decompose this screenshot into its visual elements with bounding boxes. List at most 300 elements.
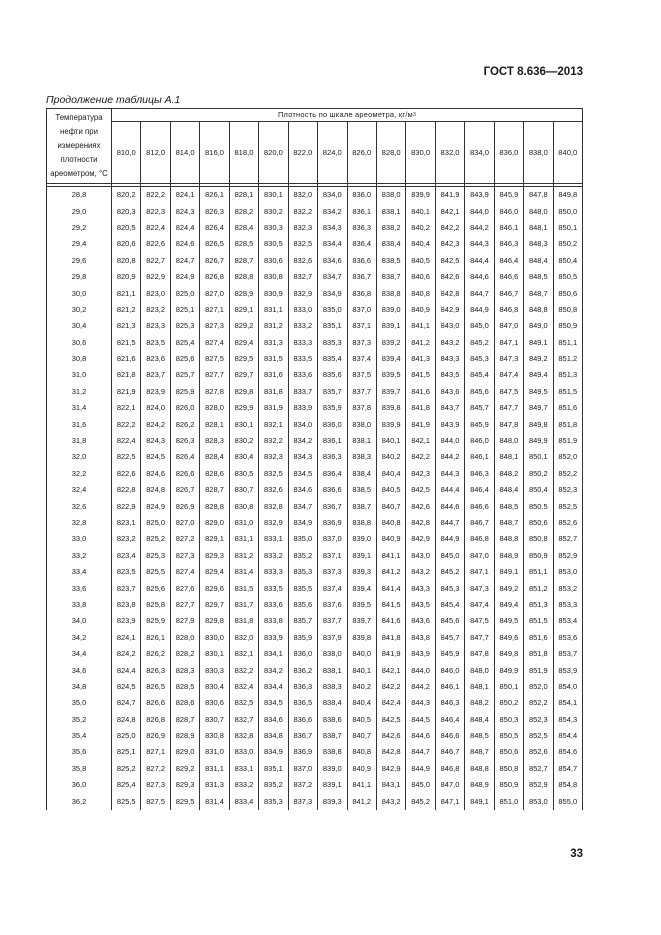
density-cell: 833,2 [288,318,317,334]
density-cell: 851,1 [553,335,582,351]
density-cell: 831,0 [229,515,258,531]
density-cell: 832,0 [288,187,317,204]
density-cell: 847,5 [465,613,494,629]
density-cell: 822,6 [112,466,141,482]
density-cell: 822,2 [141,187,170,204]
density-cell: 839,0 [347,531,376,547]
density-cell: 847,5 [494,384,523,400]
density-cell: 831,1 [229,531,258,547]
density-cell: 846,6 [465,498,494,514]
density-cell: 853,7 [553,646,582,662]
density-cell: 848,5 [524,269,553,285]
density-cell: 851,9 [524,662,553,678]
density-cell: 839,0 [376,302,405,318]
density-cell: 836,0 [288,646,317,662]
density-cell: 850,0 [553,203,582,219]
density-cell: 829,0 [200,515,229,531]
density-cell: 833,2 [259,548,288,564]
density-cell: 852,7 [553,531,582,547]
density-cell: 848,0 [465,662,494,678]
density-cell: 826,9 [141,728,170,744]
temperature-cell: 34,8 [47,679,112,695]
density-cell: 829,6 [200,580,229,596]
density-cell: 830,8 [200,728,229,744]
density-cell: 826,9 [170,498,199,514]
density-cell: 836,3 [347,220,376,236]
density-cell: 836,8 [347,285,376,301]
density-cell: 825,1 [170,302,199,318]
density-cell: 847,8 [465,646,494,662]
density-cell: 828,5 [170,679,199,695]
density-cell: 829,4 [200,564,229,580]
density-cell: 850,9 [553,318,582,334]
density-cell: 821,3 [112,318,141,334]
column-header-row [47,122,583,184]
density-cell: 846,7 [465,515,494,531]
density-cell: 841,4 [376,580,405,596]
density-cell: 830,6 [200,695,229,711]
density-cell: 851,6 [553,400,582,416]
density-cell: 846,7 [494,285,523,301]
density-cell: 833,6 [288,367,317,383]
density-cell: 832,4 [229,679,258,695]
temperature-cell: 33,2 [47,548,112,564]
density-cell: 854,3 [553,712,582,728]
density-cell: 846,3 [465,466,494,482]
density-cell: 853,3 [553,597,582,613]
density-cell: 829,0 [170,744,199,760]
density-cell: 842,8 [435,285,464,301]
density-group-header-text: Плотность по шкале ареометра, кг/м [278,110,413,119]
density-cell: 850,2 [524,466,553,482]
density-cell: 837,3 [288,793,317,809]
density-cell: 842,1 [406,433,435,449]
density-cell: 840,4 [347,695,376,711]
density-cell: 824,9 [141,498,170,514]
density-cell: 830,8 [229,498,258,514]
table-row [47,400,583,416]
density-cell: 849,8 [553,187,582,204]
density-cell: 849,2 [494,580,523,596]
density-cell: 845,2 [465,335,494,351]
density-cell: 828,8 [200,498,229,514]
density-cell: 830,9 [259,285,288,301]
density-cell: 823,2 [112,531,141,547]
density-cell: 845,7 [465,400,494,416]
density-cell: 834,3 [288,449,317,465]
temperature-cell: 35,4 [47,728,112,744]
density-cell: 841,5 [406,367,435,383]
density-cell: 830,2 [259,203,288,219]
density-cell: 845,2 [435,564,464,580]
density-cell: 835,7 [318,384,347,400]
density-cell: 845,0 [435,548,464,564]
temperature-cell: 31,2 [47,384,112,400]
density-cell: 835,4 [318,351,347,367]
density-cell: 841,5 [376,597,405,613]
density-cell: 840,1 [406,203,435,219]
density-cell: 835,9 [288,630,317,646]
density-cell: 821,8 [112,367,141,383]
temperature-cell: 30,2 [47,302,112,318]
density-cell: 829,2 [229,318,258,334]
density-cell: 831,1 [200,761,229,777]
density-cell: 826,1 [200,187,229,204]
density-cell: 854,4 [553,728,582,744]
density-cell: 833,8 [259,613,288,629]
table-row [47,187,583,204]
density-cell: 823,5 [141,335,170,351]
density-cell: 843,1 [376,777,405,793]
table-row [47,335,583,351]
density-cell: 843,3 [406,580,435,596]
density-cell: 850,5 [524,498,553,514]
density-cell: 840,4 [376,466,405,482]
density-cell: 827,2 [141,761,170,777]
density-column-header: 818,0 [229,122,258,184]
density-cell: 838,2 [376,220,405,236]
density-cell: 854,1 [553,695,582,711]
density-cell: 853,0 [553,564,582,580]
density-cell: 850,5 [494,728,523,744]
density-cell: 844,0 [435,433,464,449]
density-cell: 831,4 [200,793,229,809]
density-cell: 834,4 [259,679,288,695]
density-cell: 834,9 [318,285,347,301]
density-cell: 842,9 [435,302,464,318]
density-cell: 828,8 [229,269,258,285]
density-cell: 838,3 [347,449,376,465]
density-cell: 832,1 [259,416,288,432]
density-cell: 828,9 [229,285,258,301]
density-cell: 831,0 [200,744,229,760]
table-row [47,236,583,252]
density-cell: 852,2 [524,695,553,711]
table-row [47,793,583,809]
density-cell: 832,0 [229,630,258,646]
density-cell: 827,7 [200,367,229,383]
density-cell: 830,1 [200,646,229,662]
table-row [47,302,583,318]
density-cell: 829,8 [229,384,258,400]
density-cell: 832,6 [259,482,288,498]
density-cell: 828,3 [170,662,199,678]
density-cell: 834,9 [288,515,317,531]
table-row [47,564,583,580]
density-cell: 840,5 [376,482,405,498]
density-cell: 839,2 [376,335,405,351]
density-cell: 820,2 [112,187,141,204]
temperature-header: Температура нефти при измерениях плотности ареометром, °С [47,109,112,184]
table-row [47,695,583,711]
temperature-cell: 30,4 [47,318,112,334]
temperature-cell: 32,6 [47,498,112,514]
density-cell: 831,2 [259,318,288,334]
density-cell: 840,4 [406,236,435,252]
density-cell: 848,8 [524,302,553,318]
density-cell: 825,0 [141,515,170,531]
density-cell: 844,2 [435,449,464,465]
density-cell: 849,9 [524,433,553,449]
density-cell: 840,9 [347,761,376,777]
density-cell: 849,5 [494,613,523,629]
density-cell: 852,2 [553,466,582,482]
density-cell: 839,5 [376,367,405,383]
density-cell: 831,3 [259,335,288,351]
table-row [47,498,583,514]
temperature-cell: 36,0 [47,777,112,793]
density-cell: 829,7 [200,597,229,613]
density-cell: 823,7 [112,580,141,596]
density-cell: 824,2 [112,646,141,662]
temperature-cell: 35,2 [47,712,112,728]
density-cell: 836,4 [318,466,347,482]
density-column-header: 820,0 [259,122,288,184]
density-cell: 846,6 [435,728,464,744]
density-cell: 824,5 [112,679,141,695]
density-cell: 825,2 [141,531,170,547]
density-cell: 852,3 [524,712,553,728]
density-cell: 840,1 [347,662,376,678]
density-cell: 848,9 [465,777,494,793]
density-cell: 844,7 [435,515,464,531]
density-cell: 826,8 [141,712,170,728]
density-cell: 838,7 [318,728,347,744]
density-cell: 837,0 [318,531,347,547]
density-cell: 842,9 [406,531,435,547]
density-cell: 831,5 [229,580,258,596]
density-cell: 841,1 [376,548,405,564]
density-cell: 829,1 [200,531,229,547]
density-cell: 837,8 [347,400,376,416]
density-cell: 837,1 [318,548,347,564]
temperature-cell: 31,8 [47,433,112,449]
density-cell: 848,2 [465,695,494,711]
density-cell: 824,4 [170,220,199,236]
density-cell: 834,7 [318,269,347,285]
density-cell: 843,6 [435,384,464,400]
density-cell: 847,1 [465,564,494,580]
density-cell: 833,7 [288,384,317,400]
density-cell: 842,1 [435,203,464,219]
density-cell: 850,8 [553,302,582,318]
density-cell: 836,5 [288,695,317,711]
table-row [47,548,583,564]
density-cell: 835,0 [318,302,347,318]
density-cell: 847,0 [435,777,464,793]
density-cell: 827,9 [170,613,199,629]
density-cell: 845,0 [465,318,494,334]
density-cell: 825,0 [170,285,199,301]
density-cell: 837,0 [288,761,317,777]
temperature-cell: 36,2 [47,793,112,809]
density-column-header: 814,0 [170,122,199,184]
density-cell: 828,6 [200,466,229,482]
temperature-cell: 35,6 [47,744,112,760]
density-cell: 849,5 [524,384,553,400]
temperature-cell: 33,8 [47,597,112,613]
density-cell: 830,8 [259,269,288,285]
density-cell: 820,8 [112,253,141,269]
temperature-cell: 34,4 [47,646,112,662]
density-cell: 843,2 [406,564,435,580]
density-cell: 839,9 [376,416,405,432]
density-cell: 847,1 [435,793,464,809]
density-cell: 836,7 [288,728,317,744]
density-cell: 844,7 [465,285,494,301]
density-cell: 834,3 [318,220,347,236]
density-cell: 828,3 [200,433,229,449]
density-cell: 850,8 [494,761,523,777]
density-cell: 824,3 [141,433,170,449]
density-cell: 851,3 [553,367,582,383]
density-cell: 844,0 [465,203,494,219]
density-cell: 833,3 [259,564,288,580]
table-row [47,761,583,777]
density-cell: 826,3 [170,433,199,449]
table-row [47,646,583,662]
density-cell: 829,2 [170,761,199,777]
table-row [47,630,583,646]
density-cell: 852,7 [524,761,553,777]
density-cell: 823,3 [141,318,170,334]
density-cell: 823,5 [112,564,141,580]
density-cell: 827,5 [200,351,229,367]
density-cell: 838,1 [318,662,347,678]
density-cell: 832,9 [288,285,317,301]
density-cell: 839,0 [318,761,347,777]
density-cell: 824,6 [170,236,199,252]
density-cell: 851,5 [553,384,582,400]
density-cell: 836,6 [347,253,376,269]
density-cell: 837,3 [318,564,347,580]
density-cell: 849,0 [524,318,553,334]
density-column-header: 838,0 [524,122,553,184]
temperature-cell: 34,6 [47,662,112,678]
density-cell: 829,4 [229,335,258,351]
density-cell: 828,1 [200,416,229,432]
density-cell: 824,5 [141,449,170,465]
density-cell: 840,5 [406,253,435,269]
density-cell: 827,1 [200,302,229,318]
density-cell: 826,0 [170,400,199,416]
density-cell: 845,7 [435,630,464,646]
density-cell: 840,0 [347,646,376,662]
density-cell: 824,0 [141,400,170,416]
density-cell: 849,4 [494,597,523,613]
density-cell: 832,2 [229,662,258,678]
density-cell: 837,2 [288,777,317,793]
density-cell: 840,8 [376,515,405,531]
density-cell: 848,8 [494,531,523,547]
density-cell: 830,4 [200,679,229,695]
density-cell: 854,6 [553,744,582,760]
density-cell: 841,9 [406,416,435,432]
density-cell: 822,7 [141,253,170,269]
table-row [47,203,583,219]
density-table [46,108,583,810]
density-cell: 828,0 [170,630,199,646]
density-cell: 838,8 [376,285,405,301]
density-cell: 852,5 [553,498,582,514]
temperature-cell: 33,0 [47,531,112,547]
density-cell: 832,1 [229,646,258,662]
density-cell: 827,1 [141,744,170,760]
density-cell: 826,1 [141,630,170,646]
density-cell: 840,5 [347,712,376,728]
density-cell: 836,2 [288,662,317,678]
density-column-header: 834,0 [465,122,494,184]
density-cell: 843,6 [406,613,435,629]
density-cell: 825,6 [170,351,199,367]
density-cell: 835,5 [288,580,317,596]
density-cell: 833,5 [259,580,288,596]
density-cell: 832,3 [259,449,288,465]
density-cell: 850,6 [494,744,523,760]
page-number: 33 [570,848,583,860]
density-cell: 831,3 [200,777,229,793]
density-cell: 850,4 [524,482,553,498]
density-cell: 828,7 [170,712,199,728]
density-cell: 822,1 [112,400,141,416]
table-row [47,580,583,596]
density-cell: 820,5 [112,220,141,236]
density-cell: 853,4 [553,613,582,629]
density-cell: 846,6 [494,269,523,285]
density-cell: 849,9 [494,662,523,678]
density-cell: 825,5 [112,793,141,809]
density-cell: 838,4 [318,695,347,711]
density-cell: 840,2 [347,679,376,695]
density-cell: 851,8 [553,416,582,432]
density-cell: 826,7 [200,253,229,269]
density-cell: 846,7 [435,744,464,760]
density-cell: 835,2 [259,777,288,793]
density-cell: 844,4 [465,253,494,269]
density-cell: 828,2 [170,646,199,662]
density-cell: 824,9 [170,269,199,285]
density-cell: 846,1 [465,449,494,465]
density-cell: 822,2 [112,416,141,432]
density-cell: 840,6 [406,269,435,285]
density-cell: 844,3 [435,466,464,482]
density-cell: 835,0 [288,531,317,547]
density-cell: 852,9 [553,548,582,564]
density-cell: 831,4 [229,564,258,580]
density-column-header: 840,0 [553,122,582,184]
density-cell: 827,3 [170,548,199,564]
temperature-cell: 30,6 [47,335,112,351]
density-cell: 834,2 [288,433,317,449]
density-cell: 830,7 [200,712,229,728]
density-cell: 836,6 [318,482,347,498]
density-cell: 825,2 [112,761,141,777]
table-row [47,662,583,678]
density-cell: 852,9 [524,777,553,793]
temperature-cell: 32,2 [47,466,112,482]
density-cell: 847,3 [494,351,523,367]
density-cell: 843,2 [435,335,464,351]
table-row [47,728,583,744]
density-cell: 827,7 [170,597,199,613]
density-cell: 845,2 [406,793,435,809]
density-cell: 836,7 [347,269,376,285]
density-cell: 823,7 [141,367,170,383]
density-cell: 841,6 [376,613,405,629]
density-cell: 847,1 [494,335,523,351]
table-row [47,367,583,383]
density-cell: 847,3 [465,580,494,596]
